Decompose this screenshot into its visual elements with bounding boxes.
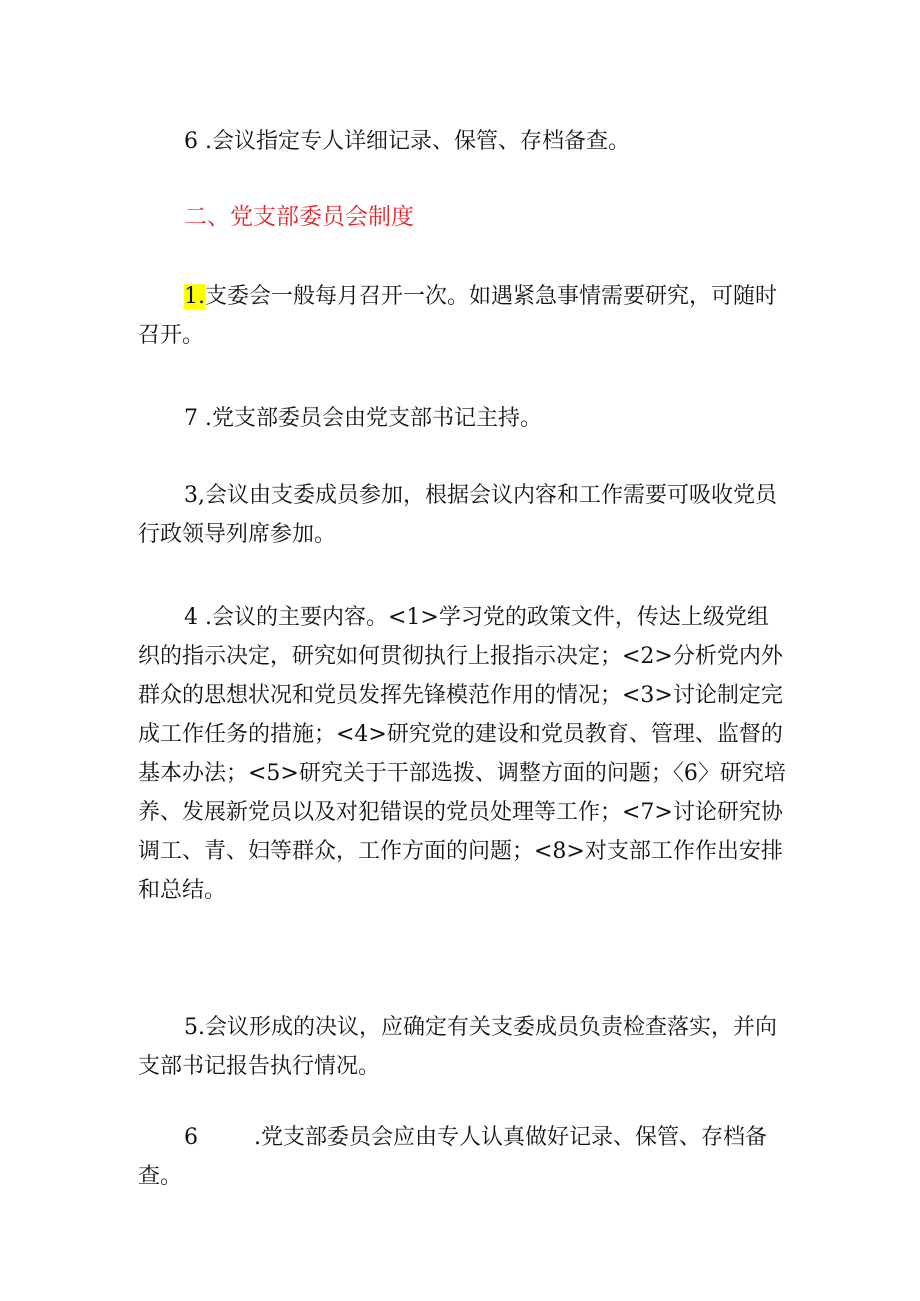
paragraph-main-content: 4 .会议的主要内容。<1>学习党的政策文件，传达上级党组织的指示决定，研究如何贯彻执行上报指示决定；<2>分析党内外群众的思想状况和党员发挥先锋模范作用的情况；<3>讨论制定完成工作任务的措施；<4>研究党的建设和党员教育、管理、监督的基本办法；<5>研究关于干部选拨、调整方面的问题；〈6〉研究培养、发展新党员以及对犯错误的党员处理等工作；<7>讨论研究协调工、青、妇等群众，工作方面的问题；<8>对支部工作作出安排和总结。	[138, 605, 786, 903]
paragraph-committee-records	[138, 1118, 788, 1196]
paragraph-chair: 7 .党支部委员会由党支部书记主持。	[184, 406, 542, 431]
paragraph-meeting-records: 6 .会议指定专人详细记录、保管、存档备查。	[184, 129, 630, 154]
section-heading: 二、党支部委员会制度	[184, 204, 414, 230]
paragraph-resolutions: 5.会议形成的决议，应确定有关支委成员负责检查落实，并向支部书记报告执行情况。	[138, 1015, 777, 1079]
paragraph-text: 支委会一般每月召开一次。如遇紧急事情需要研究，可随时召开。	[138, 284, 778, 348]
paragraph-meeting-frequency	[138, 277, 788, 355]
paragraph-participants: 3,会议由支委成员参加，根据会议内容和工作需要可吸收党员行政领导列席参加。	[138, 483, 777, 547]
paragraph-text: .党支部委员会应由专人认真做好记录、保管、存档备查。	[138, 1125, 767, 1189]
highlighted-number: 1.	[184, 284, 205, 309]
paragraph-number: 6	[184, 1125, 198, 1150]
